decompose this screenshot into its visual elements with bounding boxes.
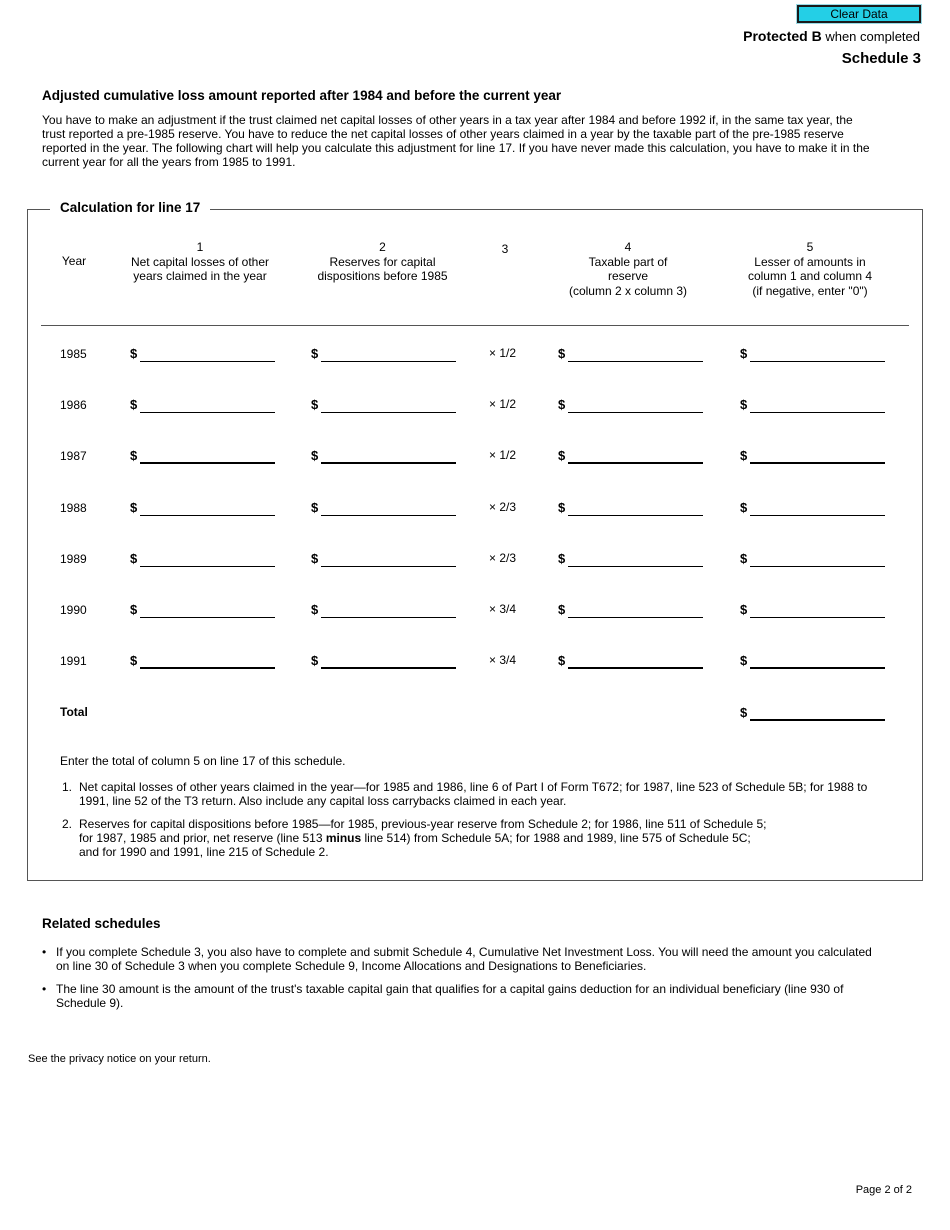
section-title: Adjusted cumulative loss amount reported after 1984 and before the current year — [42, 88, 562, 103]
dollar-sign: $ — [130, 448, 138, 463]
input-1989-col-1[interactable] — [140, 553, 275, 567]
note-2-line-c: line 514) from Schedule 5A; for 1988 and 1989, line 575 of Schedule 5C; — [361, 831, 751, 845]
col-year-header: Year — [61, 254, 87, 268]
input-1985-col-4[interactable] — [568, 348, 703, 362]
input-1988-col-2[interactable] — [321, 502, 456, 516]
input-1986-col-2[interactable] — [321, 399, 456, 413]
col-4-subtext: (column 2 x column 3) — [568, 283, 688, 298]
row-year-1991: 1991 — [60, 654, 87, 668]
related-bullet-1-text: If you complete Schedule 3, you also have to complete and submit Schedule 4, Cumulative Net Investment Loss. You will need the amount you calculated on line 30 of Schedule 3 when you complete Schedule 9, Income Allocations and Designations to Beneficiaries. — [56, 945, 872, 973]
note-2 — [62, 817, 892, 859]
input-1986-col-1[interactable] — [140, 399, 275, 413]
col-2-header — [305, 240, 460, 284]
row-year-1990: 1990 — [60, 603, 87, 617]
input-1986-col-5[interactable] — [750, 399, 885, 413]
col-4-header — [558, 240, 698, 298]
dollar-sign: $ — [740, 397, 748, 412]
input-1991-col-5[interactable] — [750, 655, 885, 669]
dollar-sign: $ — [311, 346, 319, 361]
col-5-subtext: (if negative, enter "0") — [752, 283, 868, 298]
related-bullet-2 — [42, 982, 882, 1010]
clear-data-button[interactable]: Clear Data — [797, 5, 921, 23]
note-2-line-b: for 1987, 1985 and prior, net reserve (line 513 — [79, 831, 326, 845]
dollar-sign: $ — [558, 448, 566, 463]
input-1990-col-5[interactable] — [750, 604, 885, 618]
input-1985-col-5[interactable] — [750, 348, 885, 362]
input-1988-col-1[interactable] — [140, 502, 275, 516]
enter-total-instruction: Enter the total of column 5 on line 17 of this schedule. — [60, 754, 346, 768]
privacy-notice: See the privacy notice on your return. — [28, 1053, 211, 1065]
dollar-sign: $ — [558, 346, 566, 361]
dollar-sign: $ — [130, 397, 138, 412]
bullet-icon: • — [42, 982, 47, 996]
dollar-sign: $ — [311, 397, 319, 412]
row-multiplier-1989: × 2/3 — [489, 551, 517, 565]
dollar-sign: $ — [740, 500, 748, 515]
protected-label: Protected B — [743, 28, 822, 44]
input-1985-col-1[interactable] — [140, 348, 275, 362]
page-number: Page 2 of 2 — [855, 1184, 912, 1196]
dollar-sign: $ — [130, 346, 138, 361]
protected-suffix: when completed — [821, 29, 920, 44]
row-year-1985: 1985 — [60, 347, 87, 361]
input-1990-col-1[interactable] — [140, 604, 275, 618]
row-year-1986: 1986 — [60, 398, 87, 412]
dollar-sign: $ — [130, 653, 138, 668]
note-1 — [62, 780, 892, 808]
input-1987-col-4[interactable] — [568, 450, 703, 464]
note-2-line-a: Reserves for capital dispositions before 1985—for 1985, previous-year reserve from Schedule 2; for 1986, line 511 of Schedule 5; — [79, 817, 767, 831]
note-1-number: 1. — [62, 780, 73, 794]
col-1-number: 1 — [196, 240, 204, 254]
note-1-text: Net capital losses of other years claimed in the year—for 1985 and 1986, line 6 of Part I of Form T672; for 1987, line 523 of Schedule 5B; for 1988 to 1991, line 52 of the T3 return. Also include any capital loss carrybacks claimed in each year. — [79, 780, 868, 808]
dollar-sign: $ — [130, 602, 138, 617]
dollar-sign: $ — [740, 602, 748, 617]
dollar-sign: $ — [311, 653, 319, 668]
note-2-line-d: and for 1990 and 1991, line 215 of Schedule 2. — [79, 845, 329, 859]
dollar-sign: $ — [130, 551, 138, 566]
total-column-5-input[interactable] — [750, 707, 885, 721]
related-schedules-title: Related schedules — [42, 916, 161, 931]
col-1-text: Net capital losses of other years claimed in the year — [130, 254, 270, 283]
row-year-1987: 1987 — [60, 449, 87, 463]
dollar-sign: $ — [558, 551, 566, 566]
header-divider — [41, 325, 909, 326]
row-multiplier-1988: × 2/3 — [489, 500, 517, 514]
col-3-header: 3 — [501, 242, 509, 256]
col-2-text: Reserves for capital dispositions before 1985 — [317, 254, 448, 283]
input-1985-col-2[interactable] — [321, 348, 456, 362]
input-1991-col-2[interactable] — [321, 655, 456, 669]
dollar-sign: $ — [311, 602, 319, 617]
col-5-number: 5 — [806, 240, 814, 254]
dollar-sign: $ — [740, 448, 748, 463]
dollar-sign: $ — [740, 551, 748, 566]
total-dollar-sign: $ — [740, 705, 748, 720]
dollar-sign: $ — [558, 500, 566, 515]
row-year-1988: 1988 — [60, 501, 87, 515]
calculation-legend: Calculation for line 17 — [50, 200, 210, 215]
row-multiplier-1990: × 3/4 — [489, 602, 517, 616]
dollar-sign: $ — [558, 602, 566, 617]
related-bullet-2-text: The line 30 amount is the amount of the trust's taxable capital gain that qualifies for a capital gains deduction for an individual beneficiary (line 930 of Schedule 9). — [56, 982, 844, 1010]
dollar-sign: $ — [740, 346, 748, 361]
note-2-number: 2. — [62, 817, 73, 831]
input-1989-col-2[interactable] — [321, 553, 456, 567]
row-multiplier-1991: × 3/4 — [489, 653, 517, 667]
dollar-sign: $ — [311, 448, 319, 463]
total-label: Total — [60, 705, 88, 719]
dollar-sign: $ — [558, 653, 566, 668]
bullet-icon: • — [42, 945, 47, 959]
input-1988-col-4[interactable] — [568, 502, 703, 516]
col-5-header — [735, 240, 885, 298]
input-1989-col-5[interactable] — [750, 553, 885, 567]
dollar-sign: $ — [740, 653, 748, 668]
col-4-text: Taxable part of reserve — [588, 254, 668, 283]
note-2-bold: minus — [325, 831, 362, 845]
input-1991-col-1[interactable] — [140, 655, 275, 669]
row-multiplier-1986: × 1/2 — [489, 397, 517, 411]
protected-b-label — [743, 28, 920, 44]
input-1989-col-4[interactable] — [568, 553, 703, 567]
dollar-sign: $ — [311, 551, 319, 566]
input-1987-col-2[interactable] — [321, 450, 456, 464]
input-1987-col-5[interactable] — [750, 450, 885, 464]
input-1987-col-1[interactable] — [140, 450, 275, 464]
input-1988-col-5[interactable] — [750, 502, 885, 516]
col-2-number: 2 — [379, 240, 386, 254]
row-multiplier-1987: × 1/2 — [489, 448, 517, 462]
input-1991-col-4[interactable] — [568, 655, 703, 669]
col-1-header — [120, 240, 280, 284]
col-4-number: 4 — [624, 240, 632, 254]
row-year-1989: 1989 — [60, 552, 87, 566]
intro-paragraph: You have to make an adjustment if the trust claimed net capital losses of other years in a tax year after 1984 and before 1992 if, in the same tax year, the trust reported a pre-1985 reserve. You have to reduce the net capital losses of other years claimed in a year by the taxable part of the pre-1985 reserve reported in the year. The following chart will help you calculate this adjustment for line 17. If you have never made this calculation, you have to make it in the current year for all the years from 1985 to 1991. — [42, 113, 870, 169]
input-1990-col-4[interactable] — [568, 604, 703, 618]
dollar-sign: $ — [558, 397, 566, 412]
related-bullet-1 — [42, 945, 882, 973]
dollar-sign: $ — [311, 500, 319, 515]
row-multiplier-1985: × 1/2 — [489, 346, 517, 360]
note-2-text — [79, 817, 892, 859]
input-1990-col-2[interactable] — [321, 604, 456, 618]
col-5-text: Lesser of amounts in column 1 and column 4 — [747, 254, 873, 283]
input-1986-col-4[interactable] — [568, 399, 703, 413]
dollar-sign: $ — [130, 500, 138, 515]
schedule-title: Schedule 3 — [841, 50, 921, 67]
